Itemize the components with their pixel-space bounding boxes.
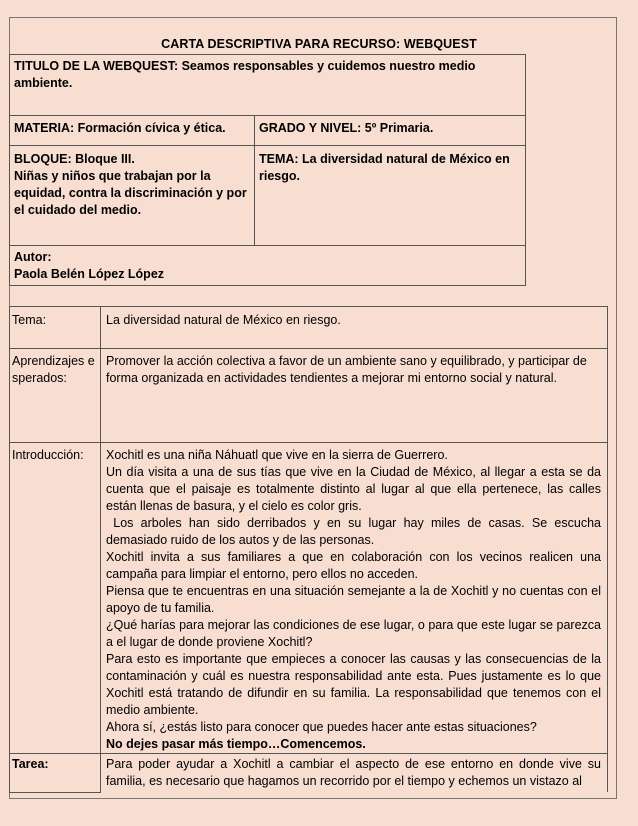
tarea-value: Para poder ayudar a Xochitl a cambiar el aspecto de ese entorno en donde vive su familia, es necesario que hagamos un recorrido por el tiempo y echemos un vistazo al [101, 754, 608, 793]
aprendizajes-value: Promover la acción colectiva a favor de un ambiente sano y equilibrado, y participar de forma organizada en actividades tendientes a mejorar mi entorno social y natural. [101, 349, 608, 443]
intro-paragraph: ¿Qué harías para mejorar las condiciones de ese lugar, o para que este lugar se parezca a el lugar de donde proviene Xochitl? [106, 618, 601, 649]
tema-value: La diversidad natural de México en riesgo. [101, 307, 608, 349]
webquest-title-cell: TITULO DE LA WEBQUEST: Seamos responsables y cuidemos nuestro medio ambiente. [10, 55, 526, 116]
tema-cell: TEMA: La diversidad natural de México en riesgo. [255, 146, 526, 246]
intro-paragraph: Piensa que te encuentras en una situación semejante a la de Xochitl y no cuentas con el apoyo de tu familia. [106, 584, 601, 615]
document-title: CARTA DESCRIPTIVA PARA RECURSO: WEBQUEST [161, 37, 477, 51]
bloque-cell [10, 146, 255, 246]
intro-call-to-action: No dejes pasar más tiempo…Comencemos. [106, 737, 366, 751]
materia-cell: MATERIA: Formación cívica y ética. [10, 116, 255, 146]
bloque-title: BLOQUE: Bloque III. [14, 152, 135, 166]
tarea-label: Tarea: [10, 754, 101, 793]
tema-label: Tema: [10, 307, 101, 349]
intro-paragraph: Ahora sí, ¿estás listo para conocer que puedes hacer ante estas situaciones? [106, 720, 537, 734]
grado-cell: GRADO Y NIVEL: 5º Primaria. [255, 116, 526, 146]
intro-paragraph: Un día visita a una de sus tías que vive en la Ciudad de México, al llegar a esta se da cuenta que el paisaje es totalmente distinto al lugar al que ella pertenece, las calles están llenas de basura, y el cielo es color gris. [106, 465, 601, 513]
header-table [9, 54, 526, 286]
content-table [9, 306, 608, 793]
intro-paragraph: Los arboles han sido derribados y en su lugar hay miles de casas. Se escucha demasiado ruido de los autos y de las personas. [106, 516, 605, 547]
intro-label: Introducción: [10, 443, 101, 754]
intro-paragraph: Xochitl es una niña Náhuatl que vive en la sierra de Guerrero. [106, 448, 448, 462]
intro-paragraph: Para esto es importante que empieces a conocer las causas y las consecuencias de la contaminación y cuál es nuestra responsabilidad ante esta. Pues justamente es lo que Xochitl está tratando de difundir en su familia. La responsabilidad que tenemos con el medio ambiente. [106, 652, 601, 717]
intro-paragraph: Xochitl invita a sus familiares a que en colaboración con los vecinos realicen una campaña para limpiar el entorno, pero ellos no acceden. [106, 550, 601, 581]
intro-value [101, 443, 608, 754]
autor-name: Paola Belén López López [14, 267, 165, 281]
bloque-description: Niñas y niños que trabajan por la equidad, contra la discriminación y por el cuidado del medio. [14, 169, 247, 217]
autor-cell [10, 246, 526, 286]
aprendizajes-label: Aprendizajes esperados: [10, 349, 101, 443]
autor-label: Autor: [14, 250, 52, 264]
